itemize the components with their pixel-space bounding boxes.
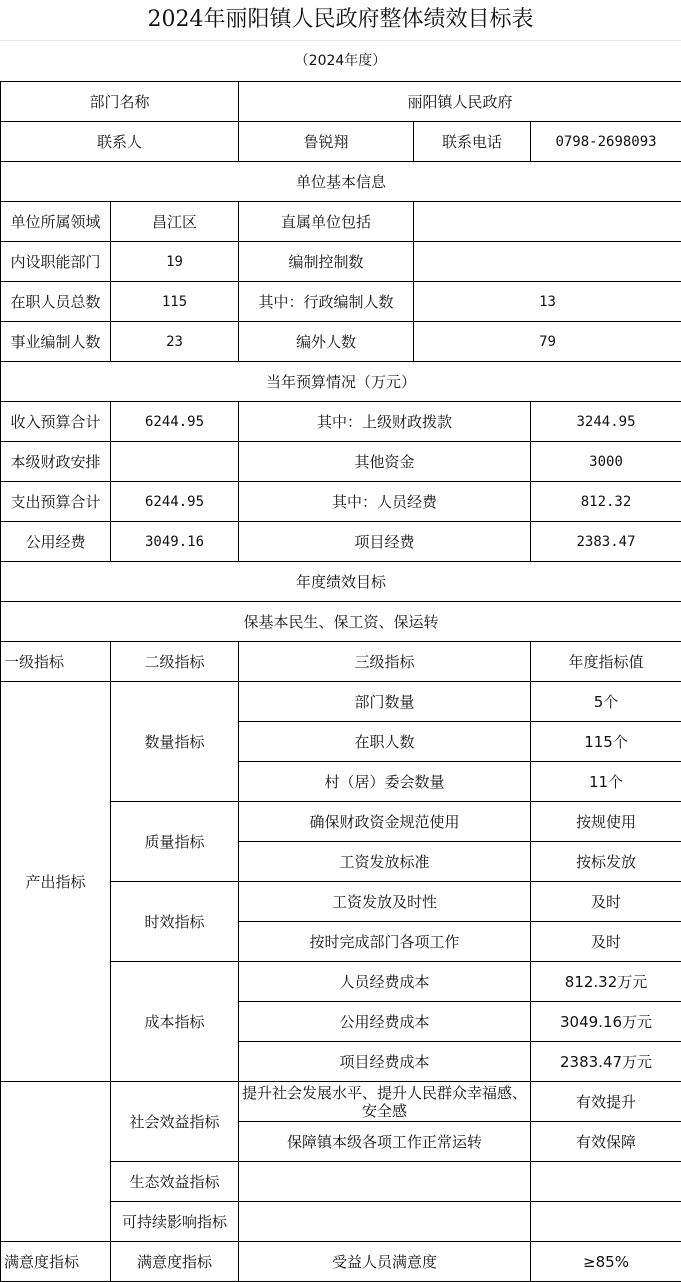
indicator-value: 5个: [531, 682, 681, 722]
personnel-value: 812.32: [531, 482, 681, 522]
page-title: 2024年丽阳镇人民政府整体绩效目标表: [0, 0, 681, 40]
satisfaction-indicator-l1: 满意度指标: [1, 1242, 111, 1282]
indicator-name: [239, 1162, 531, 1202]
table-row: [1, 82, 681, 122]
social-indicator: 社会效益指标: [111, 1082, 239, 1162]
staff-label: 在职人员总数: [1, 282, 111, 322]
income-value: 6244.95: [111, 402, 239, 442]
cost-indicator: 成本指标: [111, 962, 239, 1082]
direct-value: [414, 202, 681, 242]
field-value: 昌江区: [111, 202, 239, 242]
indicator-name: 确保财政资金规范使用: [239, 802, 531, 842]
col-header-level3: 三级指标: [239, 642, 531, 682]
admin-label: 其中：行政编制人数: [239, 282, 414, 322]
project-label: 项目经费: [239, 522, 531, 562]
indicator-name: 提升社会发展水平、提升人民群众幸福感、安全感: [239, 1082, 531, 1122]
performance-table: [0, 81, 681, 1282]
expense-value: 6244.95: [111, 482, 239, 522]
perf-goal: 保基本民生、保工资、保运转: [1, 602, 681, 642]
basic-info-header: 单位基本信息: [1, 162, 681, 202]
benefit-indicator-empty: [1, 1082, 111, 1242]
table-row: [1, 562, 681, 602]
col-header-level2: 二级指标: [111, 642, 239, 682]
indicator-value: [531, 1202, 681, 1242]
sustain-indicator: 可持续影响指标: [111, 1202, 239, 1242]
indicator-name: 受益人员满意度: [239, 1242, 531, 1282]
indicator-name: 部门数量: [239, 682, 531, 722]
indicator-value: 2383.47万元: [531, 1042, 681, 1082]
indicator-name: [239, 1202, 531, 1242]
inner-label: 内设职能部门: [1, 242, 111, 282]
table-row: [1, 162, 681, 202]
indicator-value: 3049.16万元: [531, 1002, 681, 1042]
public-label: 公用经费: [1, 522, 111, 562]
table-row: [1, 602, 681, 642]
expense-label: 支出预算合计: [1, 482, 111, 522]
contact-label: 联系人: [1, 122, 239, 162]
perf-header: 年度绩效目标: [1, 562, 681, 602]
other-label: 其他资金: [239, 442, 531, 482]
indicator-value: ≥85%: [531, 1242, 681, 1282]
career-value: 23: [111, 322, 239, 362]
timeliness-indicator: 时效指标: [111, 882, 239, 962]
phone-label: 联系电话: [414, 122, 531, 162]
quota-label: 编制控制数: [239, 242, 414, 282]
indicator-value: 812.32万元: [531, 962, 681, 1002]
indicator-value: [531, 1162, 681, 1202]
table-row: [1, 282, 681, 322]
field-label: 单位所属领域: [1, 202, 111, 242]
public-value: 3049.16: [111, 522, 239, 562]
indicator-name: 工资发放标准: [239, 842, 531, 882]
indicator-value: 按规使用: [531, 802, 681, 842]
col-header-level1: 一级指标: [1, 642, 111, 682]
table-row: [1, 202, 681, 242]
output-indicator: 产出指标: [1, 682, 111, 1082]
upper-label: 其中：上级财政拨款: [239, 402, 531, 442]
indicator-name: 按时完成部门各项工作: [239, 922, 531, 962]
table-row: [1, 1242, 681, 1282]
indicator-name: 在职人数: [239, 722, 531, 762]
quality-indicator: 质量指标: [111, 802, 239, 882]
indicator-value: 按标发放: [531, 842, 681, 882]
indicator-value: 及时: [531, 922, 681, 962]
local-value: [111, 442, 239, 482]
local-label: 本级财政安排: [1, 442, 111, 482]
indicator-value: 有效提升: [531, 1082, 681, 1122]
indicator-name: 公用经费成本: [239, 1002, 531, 1042]
indicator-value: 11个: [531, 762, 681, 802]
indicator-name: 保障镇本级各项工作正常运转: [239, 1122, 531, 1162]
admin-value: 13: [414, 282, 681, 322]
staff-value: 115: [111, 282, 239, 322]
table-row: [1, 482, 681, 522]
table-row: [1, 682, 681, 722]
dept-value: 丽阳镇人民政府: [239, 82, 681, 122]
table-row: [1, 642, 681, 682]
table-row: [1, 362, 681, 402]
outside-value: 79: [414, 322, 681, 362]
quota-value: [414, 242, 681, 282]
contact-value: 鲁锐翔: [239, 122, 414, 162]
personnel-label: 其中：人员经费: [239, 482, 531, 522]
indicator-name: 村（居）委会数量: [239, 762, 531, 802]
dept-label: 部门名称: [1, 82, 239, 122]
career-label: 事业编制人数: [1, 322, 111, 362]
indicator-value: 115个: [531, 722, 681, 762]
indicator-name: 人员经费成本: [239, 962, 531, 1002]
income-label: 收入预算合计: [1, 402, 111, 442]
indicator-value: 及时: [531, 882, 681, 922]
outside-label: 编外人数: [239, 322, 414, 362]
inner-value: 19: [111, 242, 239, 282]
col-header-value: 年度指标值: [531, 642, 681, 682]
phone-value: 0798-2698093: [531, 122, 681, 162]
direct-label: 直属单位包括: [239, 202, 414, 242]
indicator-name: 项目经费成本: [239, 1042, 531, 1082]
upper-value: 3244.95: [531, 402, 681, 442]
table-row: [1, 122, 681, 162]
table-row: [1, 522, 681, 562]
eco-indicator: 生态效益指标: [111, 1162, 239, 1202]
table-row: [1, 1082, 681, 1122]
table-row: [1, 322, 681, 362]
table-row: [1, 402, 681, 442]
project-value: 2383.47: [531, 522, 681, 562]
budget-header: 当年预算情况（万元）: [1, 362, 681, 402]
other-value: 3000: [531, 442, 681, 482]
indicator-value: 有效保障: [531, 1122, 681, 1162]
quantity-indicator: 数量指标: [111, 682, 239, 802]
table-row: [1, 242, 681, 282]
table-row: [1, 442, 681, 482]
indicator-name: 工资发放及时性: [239, 882, 531, 922]
page-subtitle: （2024年度）: [0, 40, 681, 81]
satisfaction-indicator-l2: 满意度指标: [111, 1242, 239, 1282]
